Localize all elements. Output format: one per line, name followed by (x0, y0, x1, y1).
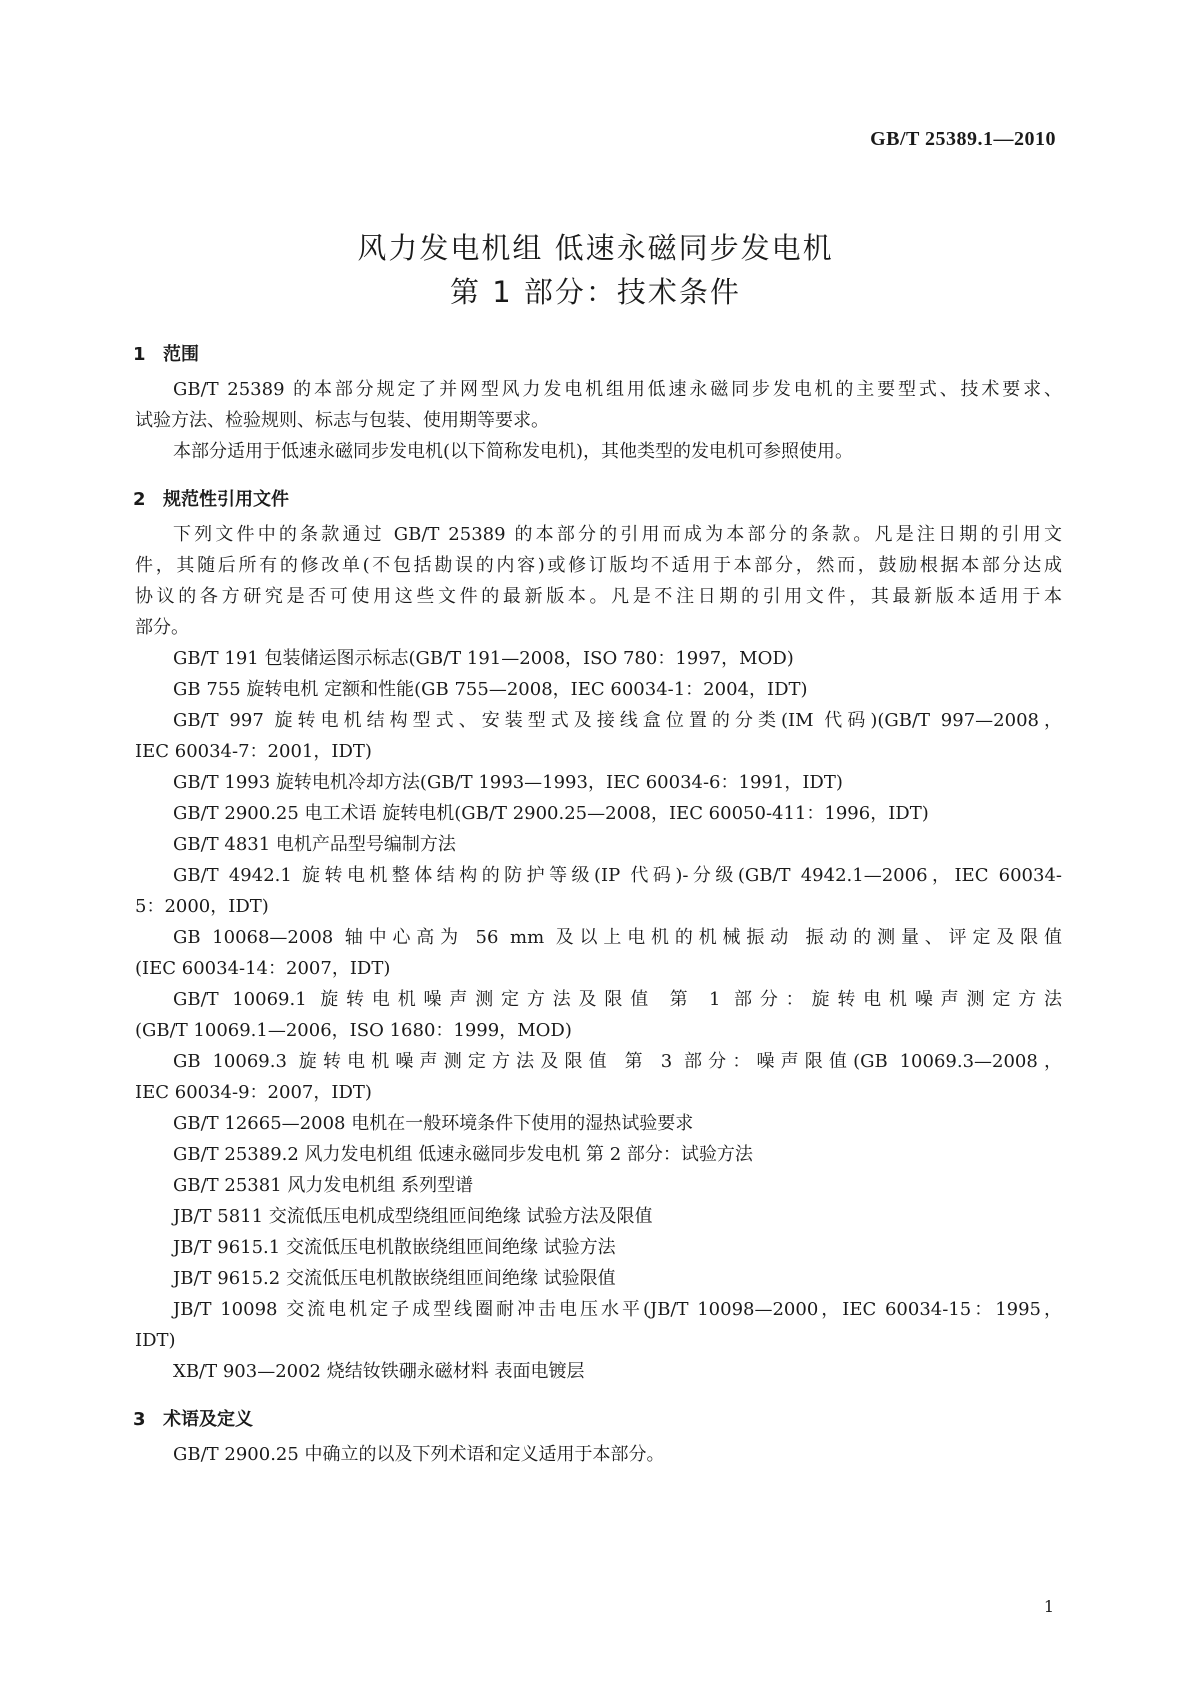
reference-line: GB/T 10069.1 旋转电机噪声测定方法及限值 第 1 部分：旋转电机噪声测定方法 (173, 989, 1062, 1010)
reference-line: GB/T 4831 电机产品型号编制方法 (173, 834, 456, 855)
reference-line: JB/T 9615.2 交流低压电机散嵌绕组匝间绝缘 试验限值 (173, 1268, 616, 1289)
reference-line: JB/T 10098 交流电机定子成型线圈耐冲击电压水平(JB/T 10098—2000，IEC 60034-15：1995， (173, 1299, 1062, 1320)
reference-line: IDT) (135, 1330, 176, 1351)
reference-line: GB 10068—2008 轴中心高为 56 mm 及以上电机的机械振动 振动的测量、评定及限值 (173, 927, 1062, 948)
standard-code: GB/T 25389.1—2010 (870, 128, 1056, 150)
document-title-line-1: 风力发电机组 低速永磁同步发电机 (357, 231, 834, 265)
section-number: 1 (133, 344, 146, 365)
reference-line: XB/T 903—2002 烧结钕铁硼永磁材料 表面电镀层 (173, 1361, 585, 1382)
reference-line: IEC 60034-9：2007，IDT) (135, 1082, 372, 1103)
reference-line: JB/T 5811 交流低压电机成型绕组匝间绝缘 试验方法及限值 (173, 1206, 653, 1227)
reference-line: GB/T 191 包装储运图示标志(GB/T 191—2008，ISO 780：1997，MOD) (173, 648, 794, 669)
reference-line: GB/T 12665—2008 电机在一般环境条件下使用的湿热试验要求 (173, 1113, 694, 1134)
reference-line: GB/T 997 旋转电机结构型式、安装型式及接线盒位置的分类(IM 代码)(GB/T 997—2008， (173, 710, 1062, 731)
paragraph-line: 件，其随后所有的修改单(不包括勘误的内容)或修订版均不适用于本部分，然而，鼓励根据本部分达成 (135, 555, 1062, 576)
reference-line: GB/T 2900.25 电工术语 旋转电机(GB/T 2900.25—2008，IEC 60050-411：1996，IDT) (173, 803, 929, 824)
reference-line: (GB/T 10069.1—2006，ISO 1680：1999，MOD) (135, 1020, 572, 1041)
reference-line: GB 755 旋转电机 定额和性能(GB 755—2008，IEC 60034-1：2004，IDT) (173, 679, 808, 700)
section-3-heading (133, 1405, 253, 1431)
document-title-line-2: 第 1 部分：技术条件 (450, 275, 741, 309)
reference-line: GB 10069.3 旋转电机噪声测定方法及限值 第 3 部分：噪声限值(GB 10069.3—2008， (173, 1051, 1062, 1072)
reference-line: 5：2000，IDT) (135, 896, 269, 917)
section-number: 3 (133, 1409, 146, 1430)
section-title: 规范性引用文件 (163, 489, 289, 510)
reference-line: (IEC 60034-14：2007，IDT) (135, 958, 391, 979)
reference-line: GB/T 25381 风力发电机组 系列型谱 (173, 1175, 474, 1196)
paragraph-line: GB/T 2900.25 中确立的以及下列术语和定义适用于本部分。 (173, 1444, 665, 1465)
section-number: 2 (133, 489, 146, 510)
section-title: 范围 (163, 344, 199, 365)
reference-line: GB/T 4942.1 旋转电机整体结构的防护等级(IP 代码)-分级(GB/T 4942.1—2006，IEC 60034- (173, 865, 1062, 886)
reference-line: IEC 60034-7：2001，IDT) (135, 741, 372, 762)
page-number: 1 (1043, 1597, 1054, 1616)
paragraph-line: GB/T 25389 的本部分规定了并网型风力发电机组用低速永磁同步发电机的主要型式、技术要求、 (173, 379, 1062, 400)
section-title: 术语及定义 (163, 1409, 253, 1430)
paragraph-line: 下列文件中的条款通过 GB/T 25389 的本部分的引用而成为本部分的条款。凡是注日期的引用文 (173, 524, 1062, 545)
reference-line: GB/T 1993 旋转电机冷却方法(GB/T 1993—1993，IEC 60034-6：1991，IDT) (173, 772, 843, 793)
reference-line: JB/T 9615.1 交流低压电机散嵌绕组匝间绝缘 试验方法 (173, 1237, 616, 1258)
paragraph-line: 本部分适用于低速永磁同步发电机(以下简称发电机)，其他类型的发电机可参照使用。 (173, 441, 854, 462)
section-1-heading (133, 340, 199, 366)
reference-line: GB/T 25389.2 风力发电机组 低速永磁同步发电机 第 2 部分：试验方法 (173, 1144, 753, 1165)
paragraph-line: 协议的各方研究是否可使用这些文件的最新版本。凡是不注日期的引用文件，其最新版本适用于本 (135, 586, 1062, 607)
section-2-heading (133, 485, 289, 511)
paragraph-line: 部分。 (135, 617, 189, 638)
paragraph-line: 试验方法、检验规则、标志与包装、使用期等要求。 (135, 410, 549, 431)
